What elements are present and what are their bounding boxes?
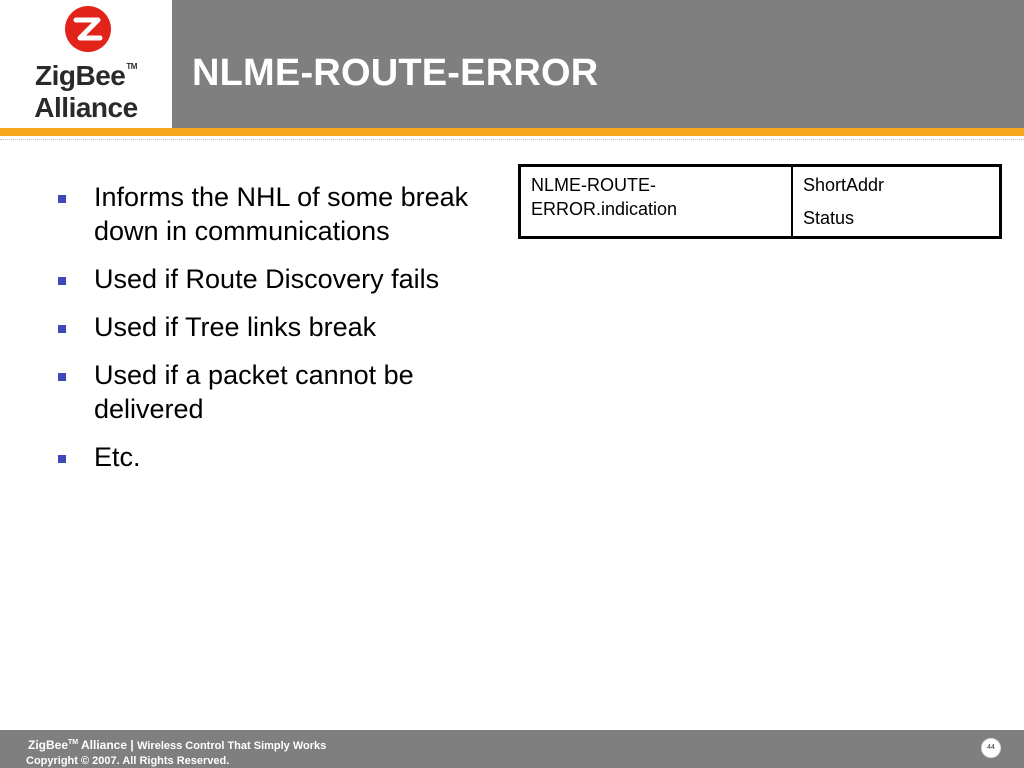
page-number: 44 [981, 738, 1001, 758]
param-shortaddr: ShortAddr [803, 175, 885, 195]
square-bullet-icon [58, 277, 66, 285]
logo-alliance-text: Alliance [34, 92, 138, 123]
zigbee-z-icon [65, 6, 111, 52]
parameters-cell [792, 166, 1001, 238]
primitive-table [518, 164, 1002, 239]
square-bullet-icon [58, 195, 66, 203]
title-band [172, 0, 1024, 128]
footer-tagline: Wireless Control That Simply Works [137, 740, 327, 752]
bullet-item: Used if Route Discovery fails [56, 262, 476, 296]
zigbee-logo [0, 0, 172, 128]
bullet-item: Used if a packet cannot be delivered [56, 358, 476, 426]
bullet-item: Etc. [56, 440, 476, 474]
bullet-item: Used if Tree links break [56, 310, 476, 344]
footer-copyright: Copyright © 2007. All Rights Reserved. [26, 755, 230, 767]
square-bullet-icon [58, 455, 66, 463]
footer [0, 730, 1024, 768]
table-row [520, 166, 1001, 238]
param-status: Status [803, 208, 855, 228]
slide-title: NLME-ROUTE-ERROR [192, 52, 599, 94]
footer-brand: ZigBee™ Alliance | Wireless Control That Simply Works [28, 738, 327, 752]
accent-bar [0, 128, 1024, 136]
logo-zigbee-text: ZigBee™ [35, 60, 137, 91]
bullet-item: Informs the NHL of some break down in communications [56, 180, 476, 248]
footer-separator: | [130, 738, 134, 752]
square-bullet-icon [58, 373, 66, 381]
bullet-list [56, 180, 476, 488]
divider [0, 139, 1024, 140]
square-bullet-icon [58, 325, 66, 333]
primitive-name-cell: NLME-ROUTE-ERROR.indication [520, 166, 793, 238]
